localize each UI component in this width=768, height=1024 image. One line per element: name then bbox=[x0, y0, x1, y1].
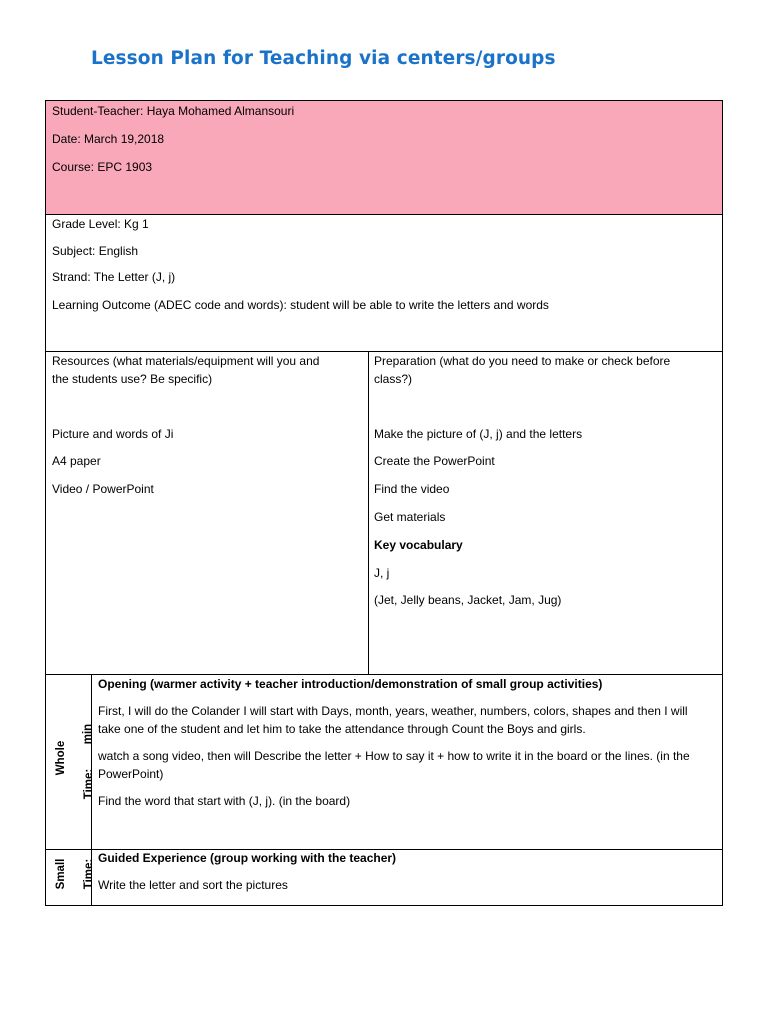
whole-min-label: min bbox=[82, 723, 94, 745]
small-time-label: Time: bbox=[83, 858, 95, 890]
opening-heading: Opening (warmer activity + teacher introduction/demonstration of small group activities) bbox=[98, 677, 603, 691]
resource-item: Video / PowerPoint bbox=[52, 482, 154, 496]
student-teacher: Student-Teacher: Haya Mohamed Almansouri bbox=[52, 104, 295, 118]
resources-heading-1: Resources (what materials/equipment will you and bbox=[52, 354, 320, 368]
preparation-item: Create the PowerPoint bbox=[374, 454, 495, 468]
opening-paragraph-2: watch a song video, then will Describe the letter + How to say it + how to write it in the board or the lines. (in the PowerPoint) bbox=[98, 749, 690, 781]
strand: Strand: The Letter (J, j) bbox=[52, 270, 176, 284]
key-vocabulary-letters: J, j bbox=[374, 566, 390, 580]
learning-outcome: Learning Outcome (ADEC code and words): student will be able to write the letters and words bbox=[52, 298, 549, 312]
small-side-label: Small bbox=[55, 858, 67, 890]
key-vocabulary-label: Key vocabulary bbox=[374, 538, 463, 552]
preparation-item: Make the picture of (J, j) and the letters bbox=[374, 427, 583, 441]
opening-paragraph-3: Find the word that start with (J, j). (in the board) bbox=[98, 794, 351, 808]
guided-experience-heading: Guided Experience (group working with the teacher) bbox=[98, 851, 397, 865]
preparation-item: Get materials bbox=[374, 510, 446, 524]
subject: Subject: English bbox=[52, 244, 139, 258]
preparation-item: Find the video bbox=[374, 482, 450, 496]
course: Course: EPC 1903 bbox=[52, 160, 153, 174]
date: Date: March 19,2018 bbox=[52, 132, 165, 146]
resources-heading-2: the students use? Be specific) bbox=[52, 372, 213, 386]
opening-paragraph-1: First, I will do the Colander I will start with Days, month, years, weather, numbers, colors, shapes and then I will take one of the student and let him to take the attendance through Count the Boys and girls. bbox=[98, 704, 688, 736]
whole-side-label: Whole bbox=[55, 740, 67, 776]
preparation-heading-2: class?) bbox=[374, 372, 413, 386]
grade-level: Grade Level: Kg 1 bbox=[52, 217, 149, 231]
resource-item: A4 paper bbox=[52, 454, 101, 468]
resources-cell bbox=[45, 351, 369, 675]
key-vocabulary-words: (Jet, Jelly beans, Jacket, Jam, Jug) bbox=[374, 593, 562, 607]
page-title: Lesson Plan for Teaching via centers/groups bbox=[91, 48, 556, 69]
guided-experience-paragraph: Write the letter and sort the pictures bbox=[98, 878, 288, 892]
whole-time-label: Time: bbox=[83, 768, 95, 800]
preparation-heading-1: Preparation (what do you need to make or check before bbox=[374, 354, 671, 368]
resource-item: Picture and words of Ji bbox=[52, 427, 174, 441]
